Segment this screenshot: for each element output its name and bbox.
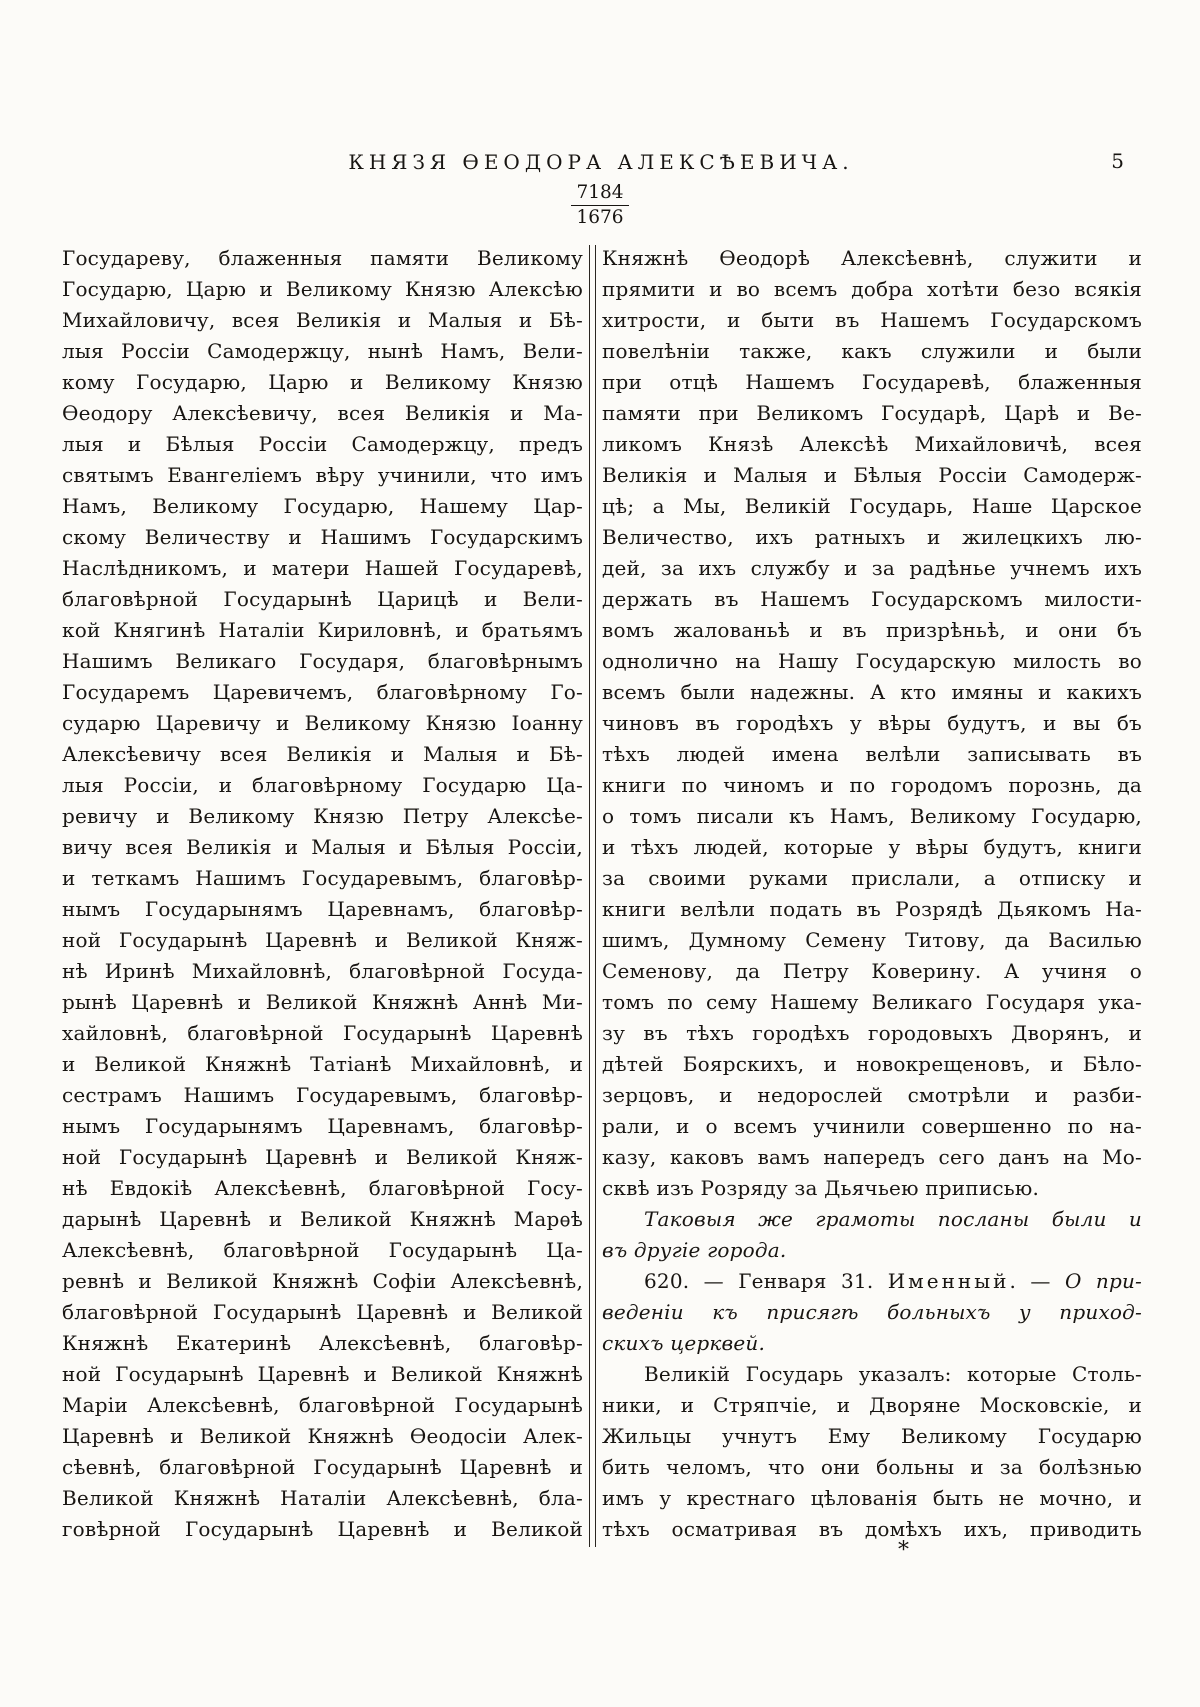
text-segment: однолично на Нашу Государскую милость во bbox=[602, 649, 1142, 673]
text-segment: о томъ писали къ Намъ, Великому Государю, bbox=[602, 804, 1142, 828]
text-segment: имъ у крестнаго цѣлованія быть не мочно, и bbox=[602, 1486, 1142, 1510]
text-segment: дѣтей Боярскихъ, и новокрещеновъ, и Бѣло- bbox=[602, 1052, 1142, 1076]
page-number: 5 bbox=[1111, 149, 1124, 173]
text-line bbox=[602, 1049, 1142, 1080]
text-line bbox=[62, 956, 583, 987]
text-segment: Великій Государь указалъ: которые Столь- bbox=[644, 1362, 1142, 1386]
text-line bbox=[62, 398, 583, 429]
text-line bbox=[62, 1142, 583, 1173]
text-line bbox=[602, 1514, 1142, 1545]
text-segment: томъ по сему Нашему Великаго Государя ука- bbox=[602, 990, 1142, 1014]
text-segment: сквѣ изъ Розряду за Дьячьею приписью. bbox=[602, 1176, 1040, 1200]
text-segment: скому Величеству и Нашимъ Государскимъ bbox=[62, 525, 583, 549]
text-segment: Наслѣдникомъ, и матери Нашей Государевѣ, bbox=[62, 556, 583, 580]
text-line bbox=[62, 1111, 583, 1142]
text-segment: Намъ, Великому Государю, Нашему Цар- bbox=[62, 494, 583, 518]
left-column bbox=[62, 243, 583, 1547]
text-line bbox=[62, 367, 583, 398]
text-line bbox=[62, 1173, 583, 1204]
text-segment: нѣ Иринѣ Михайловнѣ, благовѣрной Госуда- bbox=[62, 959, 583, 983]
text-segment: нымъ Государынямъ Царевнамъ, благовѣр- bbox=[62, 897, 583, 921]
text-line bbox=[602, 770, 1142, 801]
text-line bbox=[62, 491, 583, 522]
text-segment: цѣ; а Мы, Великій Государь, Наше Царское bbox=[602, 494, 1142, 518]
text-line bbox=[602, 801, 1142, 832]
text-line bbox=[602, 1235, 1142, 1266]
text-segment: Княжнѣ Екатеринѣ Алексѣевнѣ, благовѣр- bbox=[62, 1331, 583, 1355]
text-segment: Нашимъ Великаго Государя, благовѣрнымъ bbox=[62, 649, 583, 673]
text-line bbox=[62, 677, 583, 708]
text-line bbox=[62, 1452, 583, 1483]
text-segment: ревичу и Великому Князю Петру Алексѣе- bbox=[62, 804, 583, 828]
text-segment: Именный bbox=[887, 1269, 1010, 1293]
text-line bbox=[62, 801, 583, 832]
text-segment: нымъ Государынямъ Царевнамъ, благовѣр- bbox=[62, 1114, 583, 1138]
text-segment: и теткамъ Нашимъ Государевымъ, благовѣр- bbox=[62, 866, 583, 890]
text-line bbox=[602, 832, 1142, 863]
text-segment: казу, каковъ вамъ напередъ сего данъ на Мо- bbox=[602, 1145, 1142, 1169]
text-segment: ной Государынѣ Царевнѣ и Великой Княж- bbox=[62, 928, 583, 952]
text-line bbox=[62, 1514, 583, 1545]
text-line bbox=[62, 584, 583, 615]
text-segment: лыя Россіи Самодержцу, нынѣ Намъ, Вели- bbox=[62, 339, 583, 363]
text-segment: за своими руками прислали, а отписку и bbox=[602, 866, 1142, 890]
text-segment: хайловнѣ, благовѣрной Государынѣ Царевнѣ bbox=[62, 1021, 583, 1045]
text-line bbox=[602, 863, 1142, 894]
text-segment: и Великой Княжнѣ Татіанѣ Михайловнѣ, и bbox=[62, 1052, 583, 1076]
text-line bbox=[62, 274, 583, 305]
text-line bbox=[62, 1049, 583, 1080]
text-segment: . — bbox=[1009, 1269, 1065, 1293]
text-segment: ники, и Стряпчіе, и Дворяне Московскіе, и bbox=[602, 1393, 1142, 1417]
text-segment: веденіи къ присягѣ больныхъ у приход- bbox=[602, 1300, 1142, 1324]
text-line bbox=[62, 1235, 583, 1266]
text-line bbox=[62, 987, 583, 1018]
text-line bbox=[62, 1204, 583, 1235]
text-line bbox=[602, 1328, 1142, 1359]
year-anno-domini: 1676 bbox=[576, 207, 624, 228]
text-line bbox=[62, 894, 583, 925]
text-segment: Жильцы учнутъ Ему Великому Государю bbox=[602, 1424, 1142, 1448]
text-line bbox=[62, 708, 583, 739]
text-segment: Ѳеодору Алексѣевичу, всея Великія и Ма- bbox=[62, 401, 583, 425]
text-line bbox=[602, 460, 1142, 491]
text-line bbox=[62, 1483, 583, 1514]
text-line bbox=[62, 1390, 583, 1421]
text-line bbox=[602, 522, 1142, 553]
text-line bbox=[62, 770, 583, 801]
text-columns bbox=[62, 243, 1142, 1547]
text-segment: дарынѣ Царевнѣ и Великой Княжнѣ Марѳѣ bbox=[62, 1207, 583, 1231]
text-line bbox=[62, 305, 583, 336]
text-line bbox=[602, 305, 1142, 336]
text-line bbox=[602, 987, 1142, 1018]
text-segment: нѣ Евдокіѣ Алексѣевнѣ, благовѣрной Госу- bbox=[62, 1176, 583, 1200]
text-line bbox=[602, 956, 1142, 987]
text-segment: Великія и Малыя и Бѣлыя Россіи Самодерж- bbox=[602, 463, 1142, 487]
text-line bbox=[602, 615, 1142, 646]
text-line bbox=[602, 646, 1142, 677]
text-segment: шимъ, Думному Семену Титову, да Василью bbox=[602, 928, 1142, 952]
text-line bbox=[62, 832, 583, 863]
text-line bbox=[602, 584, 1142, 615]
year-fraction bbox=[0, 182, 1200, 229]
text-line bbox=[62, 1359, 583, 1390]
text-segment: тѣхъ осматривая въ домѣхъ ихъ, приводить bbox=[602, 1517, 1142, 1541]
text-line bbox=[62, 615, 583, 646]
text-line bbox=[62, 553, 583, 584]
text-segment: Государемъ Царевичемъ, благовѣрному Го- bbox=[62, 680, 583, 704]
text-line bbox=[602, 367, 1142, 398]
text-line bbox=[602, 1359, 1142, 1390]
text-line bbox=[62, 1328, 583, 1359]
text-segment: говѣрной Государынѣ Царевнѣ и Великой bbox=[62, 1517, 583, 1541]
text-segment: зерцовъ, и недорослей смотрѣли и разби- bbox=[602, 1083, 1142, 1107]
text-line bbox=[62, 863, 583, 894]
text-line bbox=[62, 1018, 583, 1049]
text-line bbox=[62, 1080, 583, 1111]
text-line bbox=[62, 460, 583, 491]
text-line bbox=[602, 708, 1142, 739]
text-segment: книги по чиномъ и по городомъ порознь, да bbox=[602, 773, 1142, 797]
text-segment: рынѣ Царевнѣ и Великой Княжнѣ Аннѣ Ми- bbox=[62, 990, 583, 1014]
text-segment: памяти при Великомъ Государѣ, Царѣ и Ве- bbox=[602, 401, 1142, 425]
text-line bbox=[62, 522, 583, 553]
text-segment: кой Княгинѣ Наталіи Кириловнѣ, и братьямъ bbox=[62, 618, 583, 642]
text-segment: Таковыя же грамоты посланы были и bbox=[644, 1207, 1142, 1231]
text-line bbox=[602, 491, 1142, 522]
text-segment: лыя и Бѣлыя Россіи Самодержцу, предъ bbox=[62, 432, 583, 456]
text-segment: 620. — Генваря 31. bbox=[644, 1269, 888, 1293]
running-title: КНЯЗЯ ѲЕОДОРА АЛЕКСѢЕВИЧА. bbox=[348, 150, 854, 174]
text-line bbox=[62, 1421, 583, 1452]
text-segment: зу въ тѣхъ городѣхъ городовыхъ Дворянъ, и bbox=[602, 1021, 1142, 1045]
text-line bbox=[62, 646, 583, 677]
text-line bbox=[62, 429, 583, 460]
text-segment: сударю Царевичу и Великому Князю Іоанну bbox=[62, 711, 583, 735]
text-line bbox=[602, 1080, 1142, 1111]
text-segment: Маріи Алексѣевнѣ, благовѣрной Государынѣ bbox=[62, 1393, 583, 1417]
text-line bbox=[602, 336, 1142, 367]
text-segment: чиновъ въ городѣхъ у вѣры будутъ, и вы бъ bbox=[602, 711, 1142, 735]
text-segment: прямити и во всемъ добра хотѣти безо всякія bbox=[602, 277, 1142, 301]
text-line bbox=[62, 243, 583, 274]
text-segment: благовѣрной Государынѣ Царицѣ и Вели- bbox=[62, 587, 583, 611]
text-segment: въ другіе города. bbox=[602, 1238, 787, 1262]
text-segment: Михайловичу, всея Великія и Малыя и Бѣ- bbox=[62, 308, 583, 332]
text-segment: кому Государю, Царю и Великому Князю bbox=[62, 370, 583, 394]
text-segment: Царевнѣ и Великой Княжнѣ Ѳеодосіи Алек- bbox=[62, 1424, 583, 1448]
text-line bbox=[602, 1142, 1142, 1173]
text-line bbox=[62, 739, 583, 770]
text-line bbox=[602, 1173, 1142, 1204]
text-line bbox=[62, 1266, 583, 1297]
text-segment: Государеву, блаженныя памяти Великому bbox=[62, 246, 583, 270]
text-line bbox=[602, 1018, 1142, 1049]
text-segment: благовѣрной Государынѣ Царевнѣ и Великой bbox=[62, 1300, 583, 1324]
text-segment: держать въ Нашемъ Государскомъ милости- bbox=[602, 587, 1142, 611]
text-segment: всемъ были надежны. А кто имяны и какихъ bbox=[602, 680, 1142, 704]
right-column bbox=[602, 243, 1142, 1547]
text-line bbox=[602, 1297, 1142, 1328]
text-segment: сестрамъ Нашимъ Государевымъ, благовѣр- bbox=[62, 1083, 583, 1107]
text-line bbox=[602, 429, 1142, 460]
text-line bbox=[602, 925, 1142, 956]
text-line bbox=[602, 1452, 1142, 1483]
text-segment: Княжнѣ Ѳеодорѣ Алексѣевнѣ, служити и bbox=[602, 246, 1142, 270]
text-segment: ной Государынѣ Царевнѣ и Великой Княж- bbox=[62, 1145, 583, 1169]
text-line bbox=[602, 1266, 1142, 1297]
text-segment: Семенову, да Петру Коверину. А учиня о bbox=[602, 959, 1142, 983]
text-line bbox=[602, 274, 1142, 305]
text-segment: книги велѣли подать въ Розрядѣ Дьякомъ На- bbox=[602, 897, 1142, 921]
text-line bbox=[602, 398, 1142, 429]
signature-asterisk: * bbox=[898, 1538, 909, 1563]
text-line bbox=[62, 336, 583, 367]
text-segment: хитрости, и быти въ Нашемъ Государскомъ bbox=[602, 308, 1142, 332]
text-segment: бить челомъ, что они больны и за болѣзнью bbox=[602, 1455, 1142, 1479]
text-segment: Величество, ихъ ратныхъ и жилецкихъ лю- bbox=[602, 525, 1142, 549]
text-line bbox=[62, 925, 583, 956]
text-line bbox=[602, 243, 1142, 274]
text-segment: сѣевнѣ, благовѣрной Государынѣ Царевнѣ и bbox=[62, 1455, 583, 1479]
text-line bbox=[602, 1483, 1142, 1514]
text-segment: Великой Княжнѣ Наталіи Алексѣевнѣ, бла- bbox=[62, 1486, 583, 1510]
text-line bbox=[602, 1204, 1142, 1235]
text-line bbox=[602, 553, 1142, 584]
text-segment: О при- bbox=[1064, 1269, 1142, 1293]
text-segment: и тѣхъ людей, которые у вѣры будутъ, книги bbox=[602, 835, 1142, 859]
text-segment: Алексѣевичу всея Великія и Малыя и Бѣ- bbox=[62, 742, 583, 766]
text-line bbox=[602, 894, 1142, 925]
text-segment: ликомъ Князѣ Алексѣѣ Михайловичѣ, всея bbox=[602, 432, 1142, 456]
text-segment: вичу всея Великія и Малыя и Бѣлыя Россіи, bbox=[62, 835, 583, 859]
column-divider-rule bbox=[589, 245, 596, 1547]
text-segment: скихъ церквей. bbox=[602, 1331, 766, 1355]
text-segment: при отцѣ Нашемъ Государевѣ, блаженныя bbox=[602, 370, 1142, 394]
text-segment: тѣхъ людей имена велѣли записывать въ bbox=[602, 742, 1142, 766]
text-line bbox=[602, 1390, 1142, 1421]
year-anno-mundi: 7184 bbox=[571, 182, 628, 206]
text-segment: святымъ Евангеліемъ вѣру учинили, что имъ bbox=[62, 463, 583, 487]
text-segment: повелѣніи также, какъ служили и были bbox=[602, 339, 1142, 363]
text-line bbox=[62, 1297, 583, 1328]
text-segment: вомъ жалованьѣ и въ призрѣньѣ, и они бъ bbox=[602, 618, 1142, 642]
text-segment: ной Государынѣ Царевнѣ и Великой Княжнѣ bbox=[62, 1362, 583, 1386]
text-line bbox=[602, 1111, 1142, 1142]
text-line bbox=[602, 677, 1142, 708]
text-segment: ревнѣ и Великой Княжнѣ Софіи Алексѣевнѣ, bbox=[62, 1269, 583, 1293]
text-segment: рали, и о всемъ учинили совершенно по на- bbox=[602, 1114, 1142, 1138]
text-segment: Государю, Царю и Великому Князю Алексѣю bbox=[62, 277, 583, 301]
text-segment: Алексѣевнѣ, благовѣрной Государынѣ Ца- bbox=[62, 1238, 583, 1262]
text-line bbox=[602, 1421, 1142, 1452]
text-line bbox=[602, 739, 1142, 770]
text-segment: дей, за ихъ службу и за радѣнье учнемъ ихъ bbox=[602, 556, 1142, 580]
text-segment: лыя Россіи, и благовѣрному Государю Ца- bbox=[62, 773, 583, 797]
